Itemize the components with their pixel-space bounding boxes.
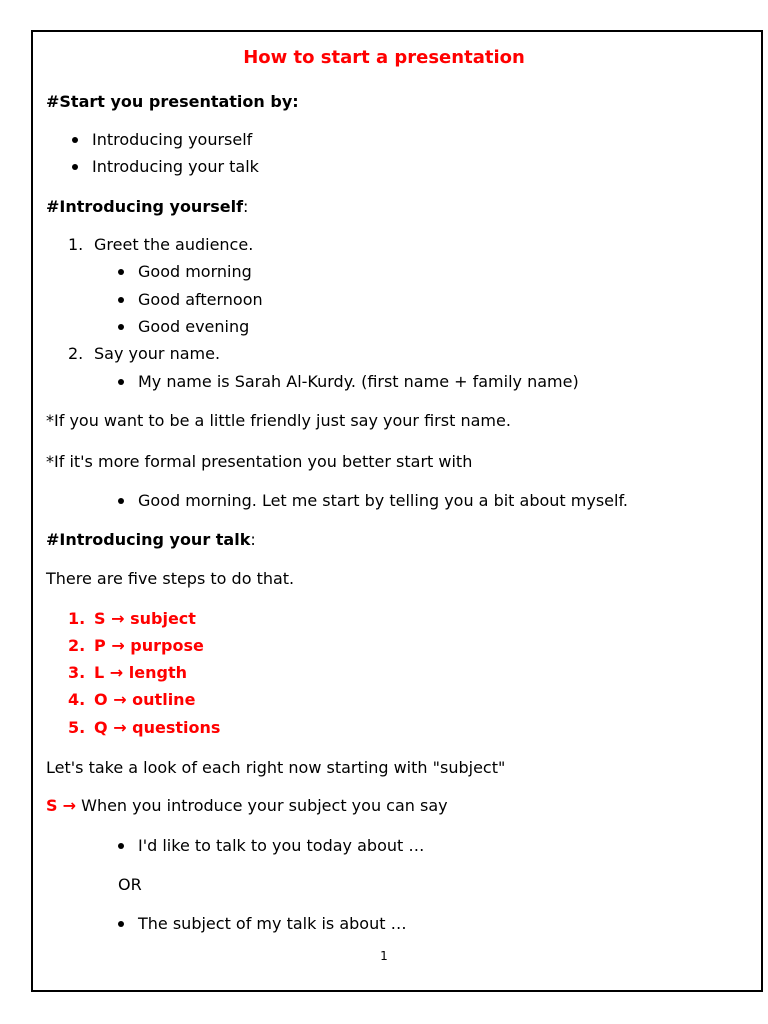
list-item: The subject of my talk is about … bbox=[118, 914, 407, 934]
page-title: How to start a presentation bbox=[243, 47, 525, 68]
list-item: Good afternoon bbox=[118, 290, 263, 310]
note-friendly: *If you want to be a little friendly just say your first name. bbox=[46, 411, 511, 430]
bullet-icon bbox=[118, 324, 124, 330]
list-item: Introducing your talk bbox=[72, 157, 259, 177]
list-item: 2. Say your name. bbox=[68, 344, 221, 363]
arrow-right-icon: → bbox=[109, 663, 124, 682]
lookahead-text: Let's take a look of each right now starting with "subject" bbox=[46, 758, 506, 777]
bullet-icon bbox=[118, 269, 124, 275]
bullet-icon bbox=[118, 921, 124, 927]
list-item: Introducing yourself bbox=[72, 130, 252, 150]
arrow-right-icon: → bbox=[111, 609, 125, 628]
subject-line: S → When you introduce your subject you can say bbox=[46, 796, 448, 815]
list-item: My name is Sarah Al-Kurdy. (first name + family name) bbox=[118, 372, 579, 392]
note-formal: *If it's more formal presentation you better start with bbox=[46, 452, 473, 471]
bullet-icon bbox=[72, 137, 78, 143]
step-item: 3. L → length bbox=[68, 663, 187, 682]
heading-start: #Start you presentation by: bbox=[46, 92, 299, 111]
steps-intro: There are five steps to do that. bbox=[46, 569, 295, 588]
bullet-icon bbox=[118, 379, 124, 385]
heading-introducing-yourself: #Introducing yourself: bbox=[46, 197, 249, 216]
arrow-right-icon: → bbox=[111, 636, 125, 655]
bullet-icon bbox=[72, 164, 78, 170]
page-number: 1 bbox=[380, 949, 388, 963]
list-item: Good morning bbox=[118, 262, 252, 282]
list-item: I'd like to talk to you today about … bbox=[118, 836, 424, 856]
heading-introducing-talk: #Introducing your talk: bbox=[46, 530, 256, 549]
list-item: Good morning. Let me start by telling you a bit about myself. bbox=[118, 491, 628, 511]
list-item: 1. Greet the audience. bbox=[68, 235, 254, 254]
bullet-icon bbox=[118, 498, 124, 504]
bullet-icon bbox=[118, 843, 124, 849]
list-item: Good evening bbox=[118, 317, 249, 337]
step-item: 1. S → subject bbox=[68, 609, 196, 628]
bullet-icon bbox=[118, 297, 124, 303]
arrow-right-icon: → bbox=[113, 690, 127, 709]
arrow-right-icon: → bbox=[113, 718, 127, 737]
or-text: OR bbox=[118, 875, 142, 894]
step-item: 2. P → purpose bbox=[68, 636, 204, 655]
arrow-right-icon: → bbox=[62, 796, 77, 815]
step-item: 4. O → outline bbox=[68, 690, 196, 709]
step-item: 5. Q → questions bbox=[68, 718, 221, 737]
